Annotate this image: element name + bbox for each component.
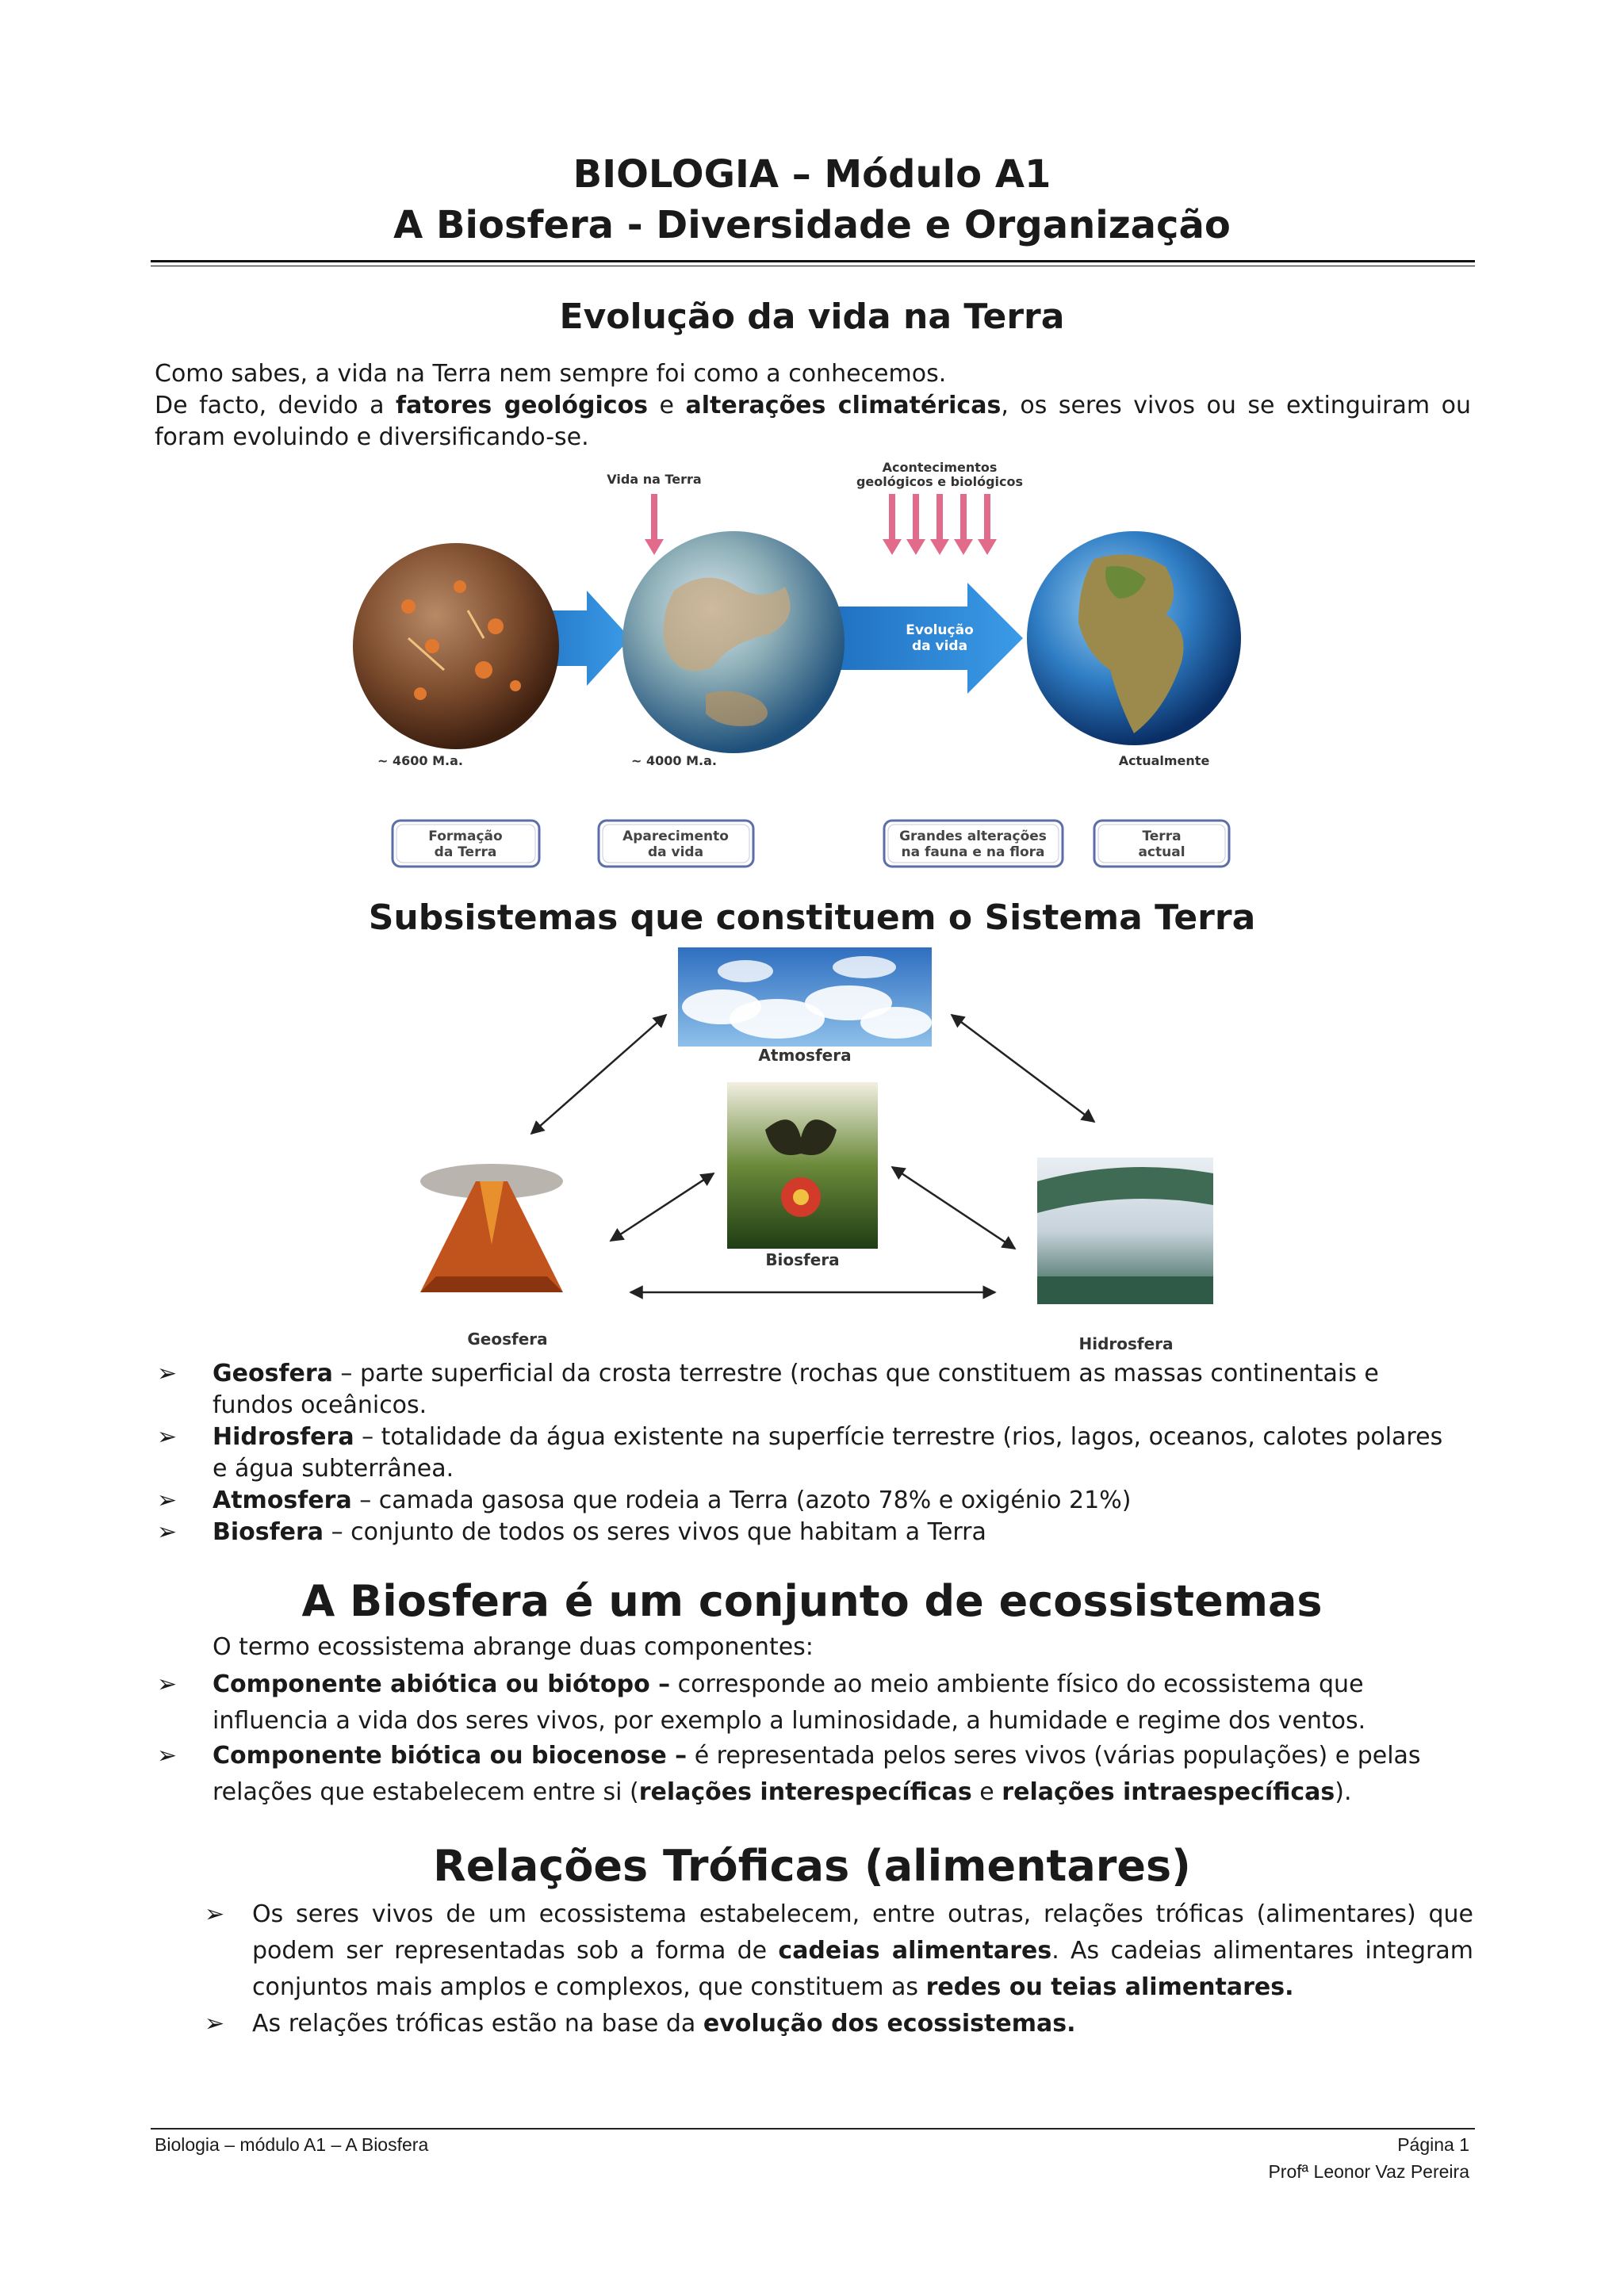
label-geosfera: Geosfera [467,1330,548,1349]
life-arrow-icon [645,494,664,555]
bullet-icon: ➢ [157,1518,178,1546]
label-atmosfera: Atmosfera [758,1046,852,1065]
time-label-4000: ~ 4000 M.a. [631,753,717,768]
earth-subsystems-diagram [404,943,1229,1356]
time-label-now: Actualmente [1118,753,1210,768]
primitive-earth-icon [622,531,845,753]
evolution-of-life-figure [333,456,1285,876]
list-item-hidrosfera: ➢ Hidrosfera – totalidade da água existente na superfície terrestre (rios, lagos, oceanos, calotes polares e água subterrânea. [157,1423,1443,1483]
svg-text:Grandes alterações: Grandes alterações [899,828,1047,844]
stage-box-changes [884,821,1063,867]
list-item-biosfera: ➢ Biosfera – conjunto de todos os seres vivos que habitam a Terra [157,1517,1473,1548]
bullet-icon: ➢ [157,1423,178,1451]
list-item-abiotic: ➢ Componente abiótica ou biótopo – corresponde ao meio ambiente físico do ecossistema que influencia a vida dos seres vivos, por exemplo a luminosidade, a humidade e regime dos ventos. [157,1667,1473,1738]
geosphere-image [408,1164,579,1296]
label-events-line2: geológicos e biológicos [856,474,1024,489]
title-rule [151,260,1475,262]
arrow-label-line1: Evolução [906,622,974,638]
svg-text:da Terra: da Terra [434,844,497,860]
bullet-icon: ➢ [157,1360,178,1387]
footer-page-number: Página 1 [1397,2134,1469,2155]
label-hidrosfera: Hidrosfera [1078,1334,1174,1353]
events-arrows-icon [883,494,997,555]
arrow-biosphere-geosphere [611,1173,714,1241]
evolution-paragraph [155,358,1471,453]
svg-text:actual: actual [1138,844,1185,860]
section-heading-ecosystems: A Biosfera é um conjunto de ecossistemas [301,1576,1323,1626]
list-item-trophic-2: ➢ As relações tróficas estão na base da evolução dos ecossistemas. [205,2006,1473,2042]
arrow-atmosphere-geosphere [531,1015,666,1134]
atmosphere-image [678,947,932,1047]
hydrosphere-image [1037,1158,1213,1304]
stage-box-formation [393,821,539,867]
footer-author: Profª Leonor Vaz Pereira [1268,2161,1469,2182]
ecosystems-intro: O termo ecossistema abrange duas componentes: [213,1633,814,1661]
svg-text:da vida: da vida [647,844,704,860]
label-life-on-earth: Vida na Terra [607,472,702,487]
evolution-line-2: De facto, devido a fatores geológicos e alterações climatéricas, os seres vivos ou se extinguiram ou foram evoluindo e diversificando-se. [155,392,1472,451]
time-label-4600: ~ 4600 M.a. [377,753,463,768]
list-item-biotic: ➢ Componente biótica ou biocenose – é representada pelos seres vivos (várias populações) e pelas relações que estabelecem entre si (relações interespecíficas e relações intraespecíficas). [157,1738,1473,1809]
bullet-icon: ➢ [205,1900,225,1928]
list-item-geosfera: ➢ Geosfera – parte superficial da crosta terrestre (rochas que constituem as massas continentais e fundos oceânicos. [157,1360,1379,1419]
bullet-icon: ➢ [157,1742,178,1770]
svg-text:Aparecimento: Aparecimento [622,828,729,844]
evolution-line-1: Como sabes, a vida na Terra nem sempre foi como a conhecemos. [155,360,947,388]
current-earth-icon [1027,531,1241,745]
page-title: BIOLOGIA – Módulo A1 [573,152,1051,197]
svg-text:Terra: Terra [1142,828,1182,844]
footer-rule [151,2128,1475,2130]
arrow-label-line2: da vida [911,638,968,654]
section-heading-subsystems: Subsistemas que constituem o Sistema Terra [368,897,1256,938]
stage-box-life [599,821,753,867]
stage-box-current [1094,821,1229,867]
footer-left-text: Biologia – módulo A1 – A Biosfera [155,2134,429,2155]
arrow-biosphere-hydrosphere [892,1167,1015,1249]
list-item-atmosfera: ➢ Atmosfera – camada gasosa que rodeia a Terra (azoto 78% e oxigénio 21%) [157,1485,1473,1517]
list-item-trophic-1: ➢ Os seres vivos de um ecossistema estabelecem, entre outras, relações tróficas (alimentares) que podem ser representadas sob a forma de cadeias alimentares. As cadeias alimentares integram conjuntos mais amplos e complexos, que constituem as redes ou teias alimentares. [205,1896,1473,2007]
svg-text:Formação: Formação [428,828,503,844]
bullet-icon: ➢ [157,1670,178,1698]
label-biosfera: Biosfera [765,1250,840,1269]
section-heading-trophic: Relações Tróficas (alimentares) [433,1841,1191,1891]
section-heading-evolution: Evolução da vida na Terra [559,297,1065,337]
biosphere-image [727,1082,878,1249]
bullet-icon: ➢ [157,1487,178,1514]
svg-text:na fauna e na flora: na fauna e na flora [901,844,1045,860]
early-earth-icon [353,543,559,749]
label-events-line1: Acontecimentos [882,460,998,475]
arrow-atmosphere-hydrosphere [952,1015,1094,1122]
bullet-icon: ➢ [205,2010,225,2038]
page-subtitle: A Biosfera - Diversidade e Organização [393,203,1231,247]
